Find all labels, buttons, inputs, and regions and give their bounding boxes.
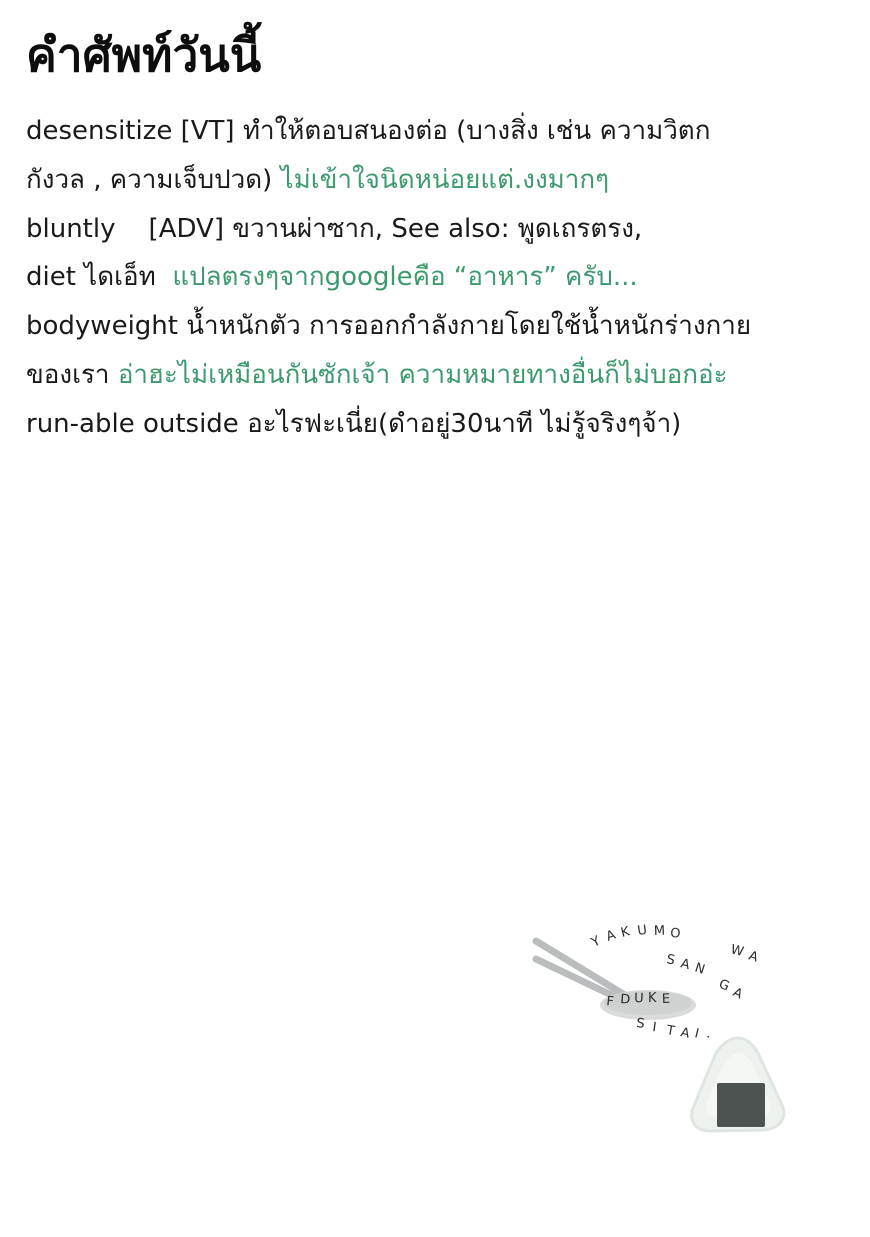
doodle-caption-char: A <box>679 956 692 974</box>
note-line-5 <box>26 304 844 349</box>
note-line-6 <box>26 353 844 398</box>
doodle-caption-char: S <box>665 952 677 969</box>
doodle-caption-char: M <box>653 923 666 939</box>
doodle-caption-char: . <box>705 1026 713 1042</box>
doodle-caption-char: I <box>651 1020 658 1036</box>
doodle-caption-char: S <box>635 1016 646 1032</box>
doodle-caption-char: N <box>692 960 707 978</box>
note-text-highlight: อ่าฮะไม่เหมือนกันซักเจ้า ความหมายทางอื่นก็ไม่บอกอ่ะ <box>117 359 728 390</box>
page-title: คำศัพท์วันนี้ <box>26 28 262 82</box>
note-text: bodyweight น้ำหนักตัว การออกกำลังกายโดยใช้น้ำหนักร่างกาย <box>26 311 752 342</box>
doodle-caption-char: T <box>665 1023 676 1040</box>
doodle-caption-char: O <box>669 926 681 942</box>
doodle-caption <box>588 923 760 1042</box>
note-text-highlight: แปลตรงๆจากgoogleคือ “อาหาร” ครับ... <box>172 262 638 293</box>
note-line-1 <box>26 109 844 154</box>
doodle-caption-char: K <box>648 991 657 1006</box>
doodle-caption-char: G <box>716 976 732 995</box>
note-line-3 <box>26 207 844 252</box>
doodle-caption-char: K <box>619 924 632 941</box>
doodle-caption-char: A <box>730 985 745 1003</box>
doodle-caption-char: D <box>619 992 631 1008</box>
doodle-caption-char: I <box>693 1026 701 1042</box>
note-text: diet ไดเอ็ท <box>26 262 173 293</box>
doodle-caption-char: Y <box>589 933 603 951</box>
note-line-2 <box>26 158 844 203</box>
note-text: run-able outside อะไรฟะเนี่ย(ดำอยู่30นาที ไม่รู้จริงๆจ้า) <box>26 408 682 439</box>
onigiri-and-chopsticks-doodle <box>520 915 820 1165</box>
note-line-4 <box>26 255 844 300</box>
chopsticks-icon <box>536 941 628 1003</box>
note-text: ของเรา <box>26 359 118 390</box>
doodle-caption-char: A <box>604 927 618 945</box>
note-line-7 <box>26 402 844 447</box>
doodle-caption-char: A <box>746 948 760 966</box>
doodle-caption-char: E <box>661 991 671 1007</box>
vocabulary-note-body <box>26 109 844 446</box>
onigiri-icon <box>692 1038 784 1131</box>
note-text: bluntly [ADV] ขวานผ่าซาก, See also: พูดเถรตรง, <box>26 213 643 244</box>
doodle-caption-char: A <box>679 1025 691 1042</box>
doodle-caption-char: W <box>729 942 746 960</box>
doodle-caption-char: F <box>605 994 615 1010</box>
doodle-svg <box>520 915 820 1165</box>
doodle-caption-char: U <box>633 991 644 1007</box>
doodle-caption-char: U <box>636 922 648 939</box>
note-text: desensitize [VT] ทำให้ตอบสนองต่อ (บางสิ่ง เช่น ความวิตก <box>26 116 711 147</box>
note-text: กังวล , ความเจ็บปวด) <box>26 164 281 195</box>
note-text-highlight: ไม่เข้าใจนิดหน่อยแต่.งงมากๆ <box>280 164 610 195</box>
